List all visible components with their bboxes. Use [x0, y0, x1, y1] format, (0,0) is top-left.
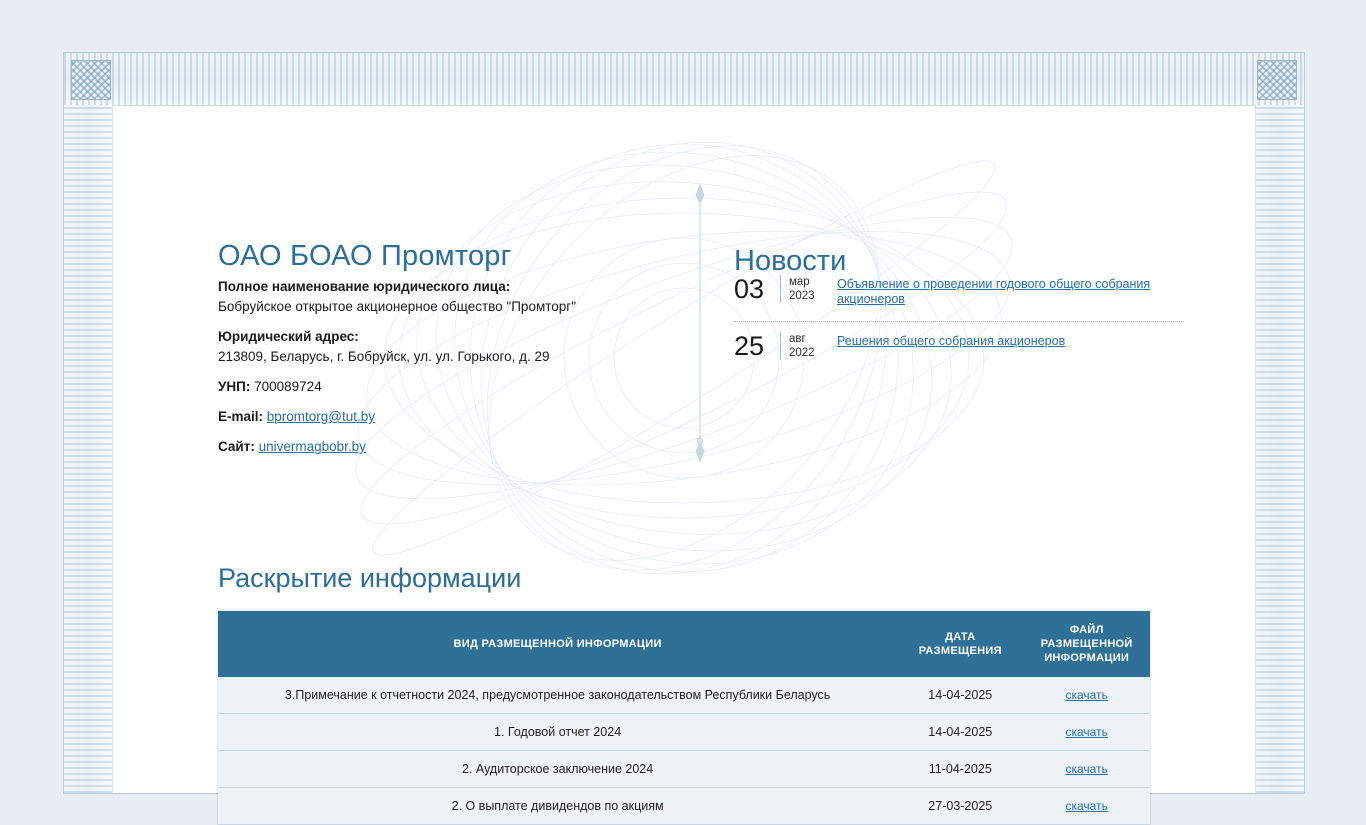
news-month: мар [789, 276, 810, 288]
news-link[interactable]: Решения общего собрания акционеров [837, 334, 1066, 348]
download-link[interactable]: скачать [1065, 799, 1108, 813]
cell-kind: 2. О выплате дивидендов по акциям [218, 788, 897, 825]
cell-date: 14-04-2025 [897, 677, 1023, 714]
company-info [218, 277, 678, 467]
cell-file [1023, 788, 1150, 825]
cell-file [1023, 677, 1150, 714]
disclosure-section-title: Раскрытие информации [218, 563, 522, 594]
field-label: УНП: [218, 379, 251, 394]
email-link[interactable]: bpromtorg@tut.by [266, 409, 376, 424]
table-row [218, 677, 1150, 714]
download-link[interactable]: скачать [1065, 725, 1108, 739]
website-link[interactable]: univermagbobr.by [258, 439, 366, 454]
news-day: 03 [734, 274, 765, 304]
ornament-border-left [64, 105, 113, 793]
cell-kind: 1. Годовой отчет 2024 [218, 714, 897, 751]
news-section-title: Новости [734, 245, 847, 278]
field-label: E-mail: [218, 409, 264, 424]
table-head [218, 611, 1150, 677]
company-field-fullname [218, 277, 678, 317]
news-day: 25 [734, 331, 765, 361]
company-field-address [218, 327, 678, 367]
cell-file [1023, 714, 1150, 751]
news-item [734, 265, 1184, 322]
news-year: 2023 [789, 290, 815, 302]
company-field-website [218, 437, 678, 457]
certificate-page [63, 52, 1305, 813]
table-header-row [218, 611, 1150, 677]
news-year: 2022 [789, 347, 815, 359]
field-value: Бобруйское открытое акционерное общество "Промторг" [218, 299, 576, 314]
news-month-year [780, 332, 837, 360]
cell-date: 27-03-2025 [897, 788, 1023, 825]
news-month: авг [789, 333, 806, 345]
field-label: Полное наименование юридического лица: [218, 279, 511, 294]
cell-kind: 3.Примечание к отчетности 2024, предусмотренное законодательством Республики Беларусь [218, 677, 897, 714]
cell-date: 11-04-2025 [897, 751, 1023, 788]
company-field-unp [218, 377, 678, 397]
field-label: Юридический адрес: [218, 329, 359, 344]
company-field-email [218, 407, 678, 427]
column-header-file: ФАЙЛ РАЗМЕЩЕННОЙ ИНФОРМАЦИИ [1023, 611, 1150, 677]
page-title: ОАО БОАО Промторг [218, 240, 512, 273]
field-value: 213809, Беларусь, г. Бобруйск, ул. ул. Горького, д. 29 [218, 349, 550, 364]
table-row [218, 788, 1150, 825]
news-item [734, 322, 1184, 374]
column-header-date: ДАТА РАЗМЕЩЕНИЯ [897, 611, 1023, 677]
download-link[interactable]: скачать [1065, 762, 1108, 776]
field-label: Сайт: [218, 439, 255, 454]
news-month-year [780, 275, 837, 303]
disclosure-table [218, 611, 1150, 825]
column-header-kind: ВИД РАЗМЕЩЕННОЙ ИНФОРМАЦИИ [218, 611, 897, 677]
news-link[interactable]: Объявление о проведении годового общего собрания акционеров [837, 277, 1151, 306]
ornament-border-top [64, 53, 1304, 106]
cell-kind: 2. Аудиторское заключение 2024 [218, 751, 897, 788]
table-body [218, 677, 1150, 825]
table-row [218, 714, 1150, 751]
cell-date: 14-04-2025 [897, 714, 1023, 751]
page-content [112, 105, 1256, 813]
field-value: 700089724 [254, 379, 322, 394]
news-list [734, 265, 1184, 374]
ornament-border-right [1255, 105, 1304, 793]
table-row [218, 751, 1150, 788]
download-link[interactable]: скачать [1065, 688, 1108, 702]
cell-file [1023, 751, 1150, 788]
